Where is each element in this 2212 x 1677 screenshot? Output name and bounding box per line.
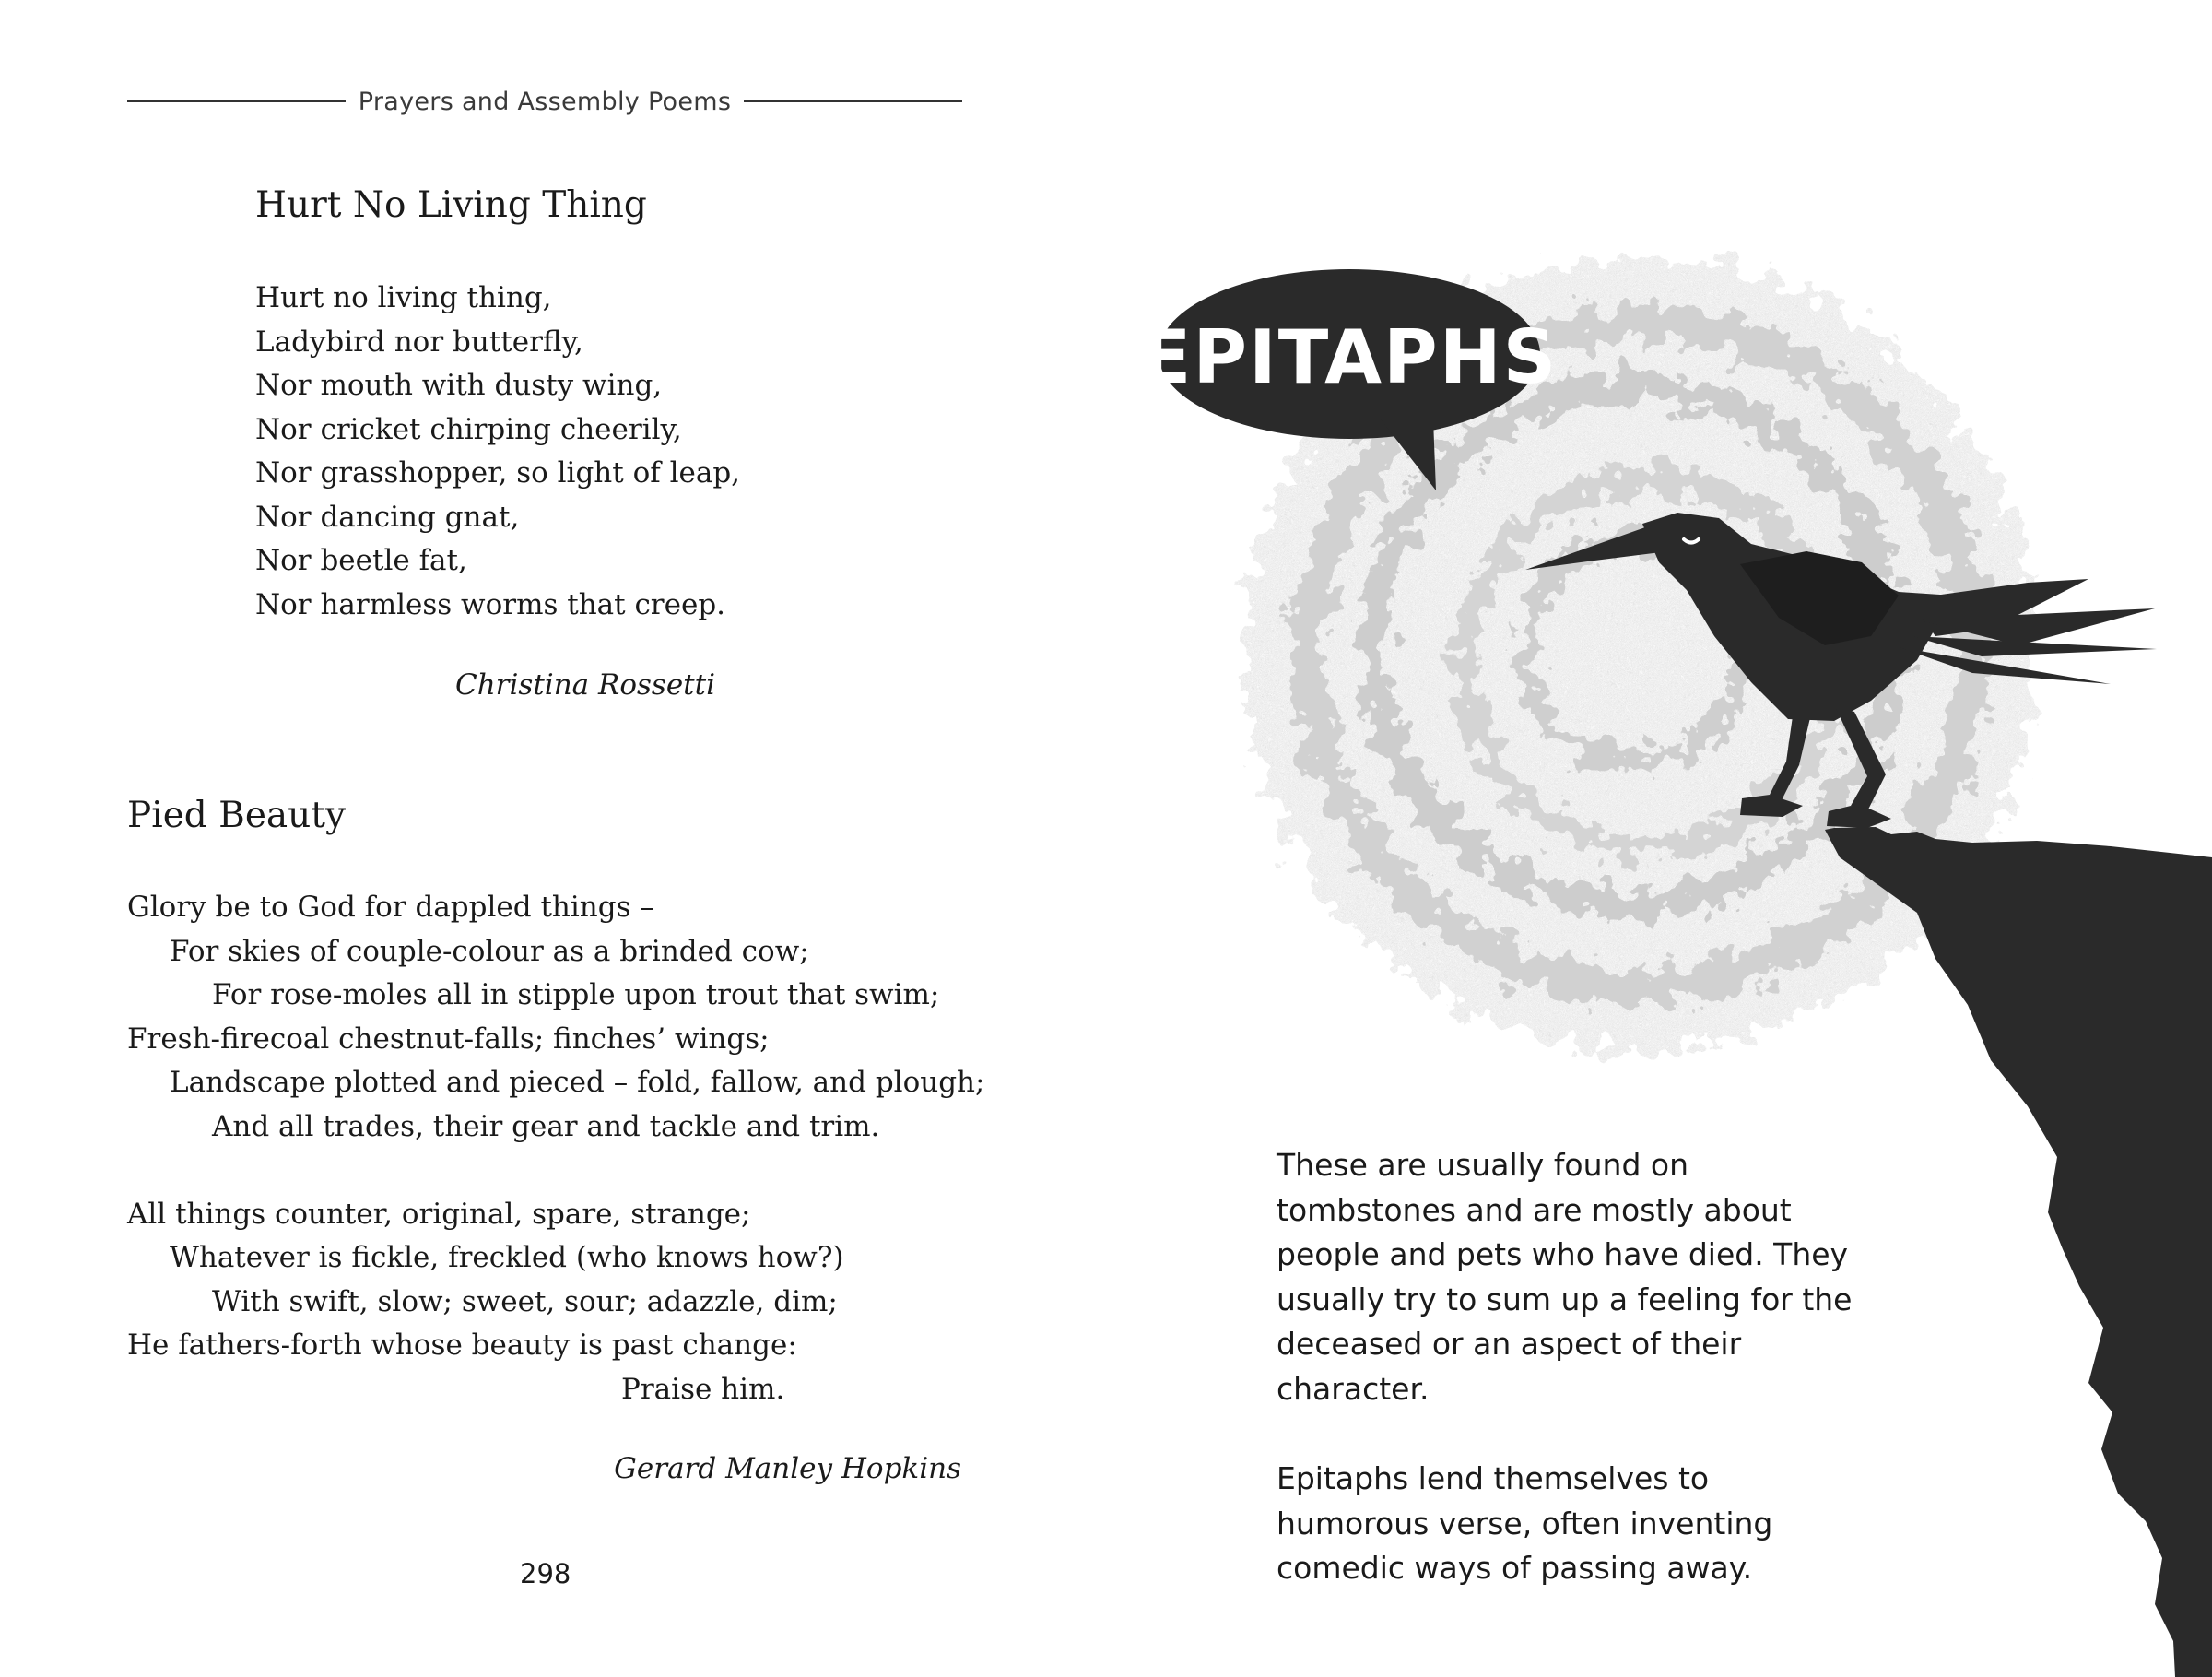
poem-title-hurt-no-living-thing: Hurt No Living Thing xyxy=(255,184,647,226)
header-rule-left xyxy=(127,100,346,102)
poem-author-rossetti: Christina Rossetti xyxy=(455,668,715,702)
poem-line: Nor dancing gnat, xyxy=(255,500,520,534)
poem-line: All things counter, original, spare, strange; xyxy=(127,1197,751,1231)
poem-line: Nor beetle fat, xyxy=(255,544,467,577)
epitaphs-description xyxy=(1277,1143,1866,1636)
epitaphs-paragraph-1: These are usually found on tombstones and are mostly about people and pets who have died. They usually try to sum up a feeling for the deceased or an aspect of their character. xyxy=(1277,1147,1853,1407)
poem-author-hopkins: Gerard Manley Hopkins xyxy=(614,1452,961,1485)
poem-line: Whatever is fickle, freckled (who knows how?) xyxy=(170,1241,844,1274)
poem-line: Landscape plotted and pieced – fold, fallow, and plough; xyxy=(170,1066,985,1099)
poem-line: For skies of couple-colour as a brinded cow; xyxy=(170,934,809,968)
poem-line: Nor cricket chirping cheerily, xyxy=(255,412,682,446)
speech-bubble-text: EPITAPHS xyxy=(1140,314,1559,400)
poem-body-pied-beauty xyxy=(127,886,984,1411)
poem-line: Ladybird nor butterfly, xyxy=(255,325,583,359)
running-header xyxy=(127,85,962,118)
poem-title-pied-beauty: Pied Beauty xyxy=(127,795,346,836)
poem-line: Nor grasshopper, so light of leap, xyxy=(255,456,741,490)
epitaphs-paragraph-2: Epitaphs lend themselves to humorous verse, often inventing comedic ways of passing away. xyxy=(1277,1460,1773,1586)
header-rule-right xyxy=(744,100,962,102)
poem-line: Nor mouth with dusty wing, xyxy=(255,369,663,402)
poem-line: Praise him. xyxy=(621,1372,785,1406)
poem-line: Hurt no living thing, xyxy=(255,281,552,314)
poem-line: And all trades, their gear and tackle and trim. xyxy=(212,1109,880,1143)
poem-body-hurt-no-living-thing xyxy=(255,277,740,627)
stanza-break xyxy=(127,1149,984,1193)
poem-line: Fresh-firecoal chestnut-falls; finches’ wings; xyxy=(127,1022,770,1056)
poem-line: For rose-moles all in stipple upon trout that swim; xyxy=(212,978,940,1011)
poem-line: He fathers-forth whose beauty is past change: xyxy=(127,1329,797,1362)
poem-line: Nor harmless worms that creep. xyxy=(255,587,726,621)
right-page xyxy=(1106,0,2212,1677)
poem-line: Glory be to God for dappled things – xyxy=(127,891,654,924)
poem-line: With swift, slow; sweet, sour; adazzle, dim; xyxy=(212,1284,838,1318)
running-header-text: Prayers and Assembly Poems xyxy=(358,87,732,116)
page-number: 298 xyxy=(520,1558,571,1589)
